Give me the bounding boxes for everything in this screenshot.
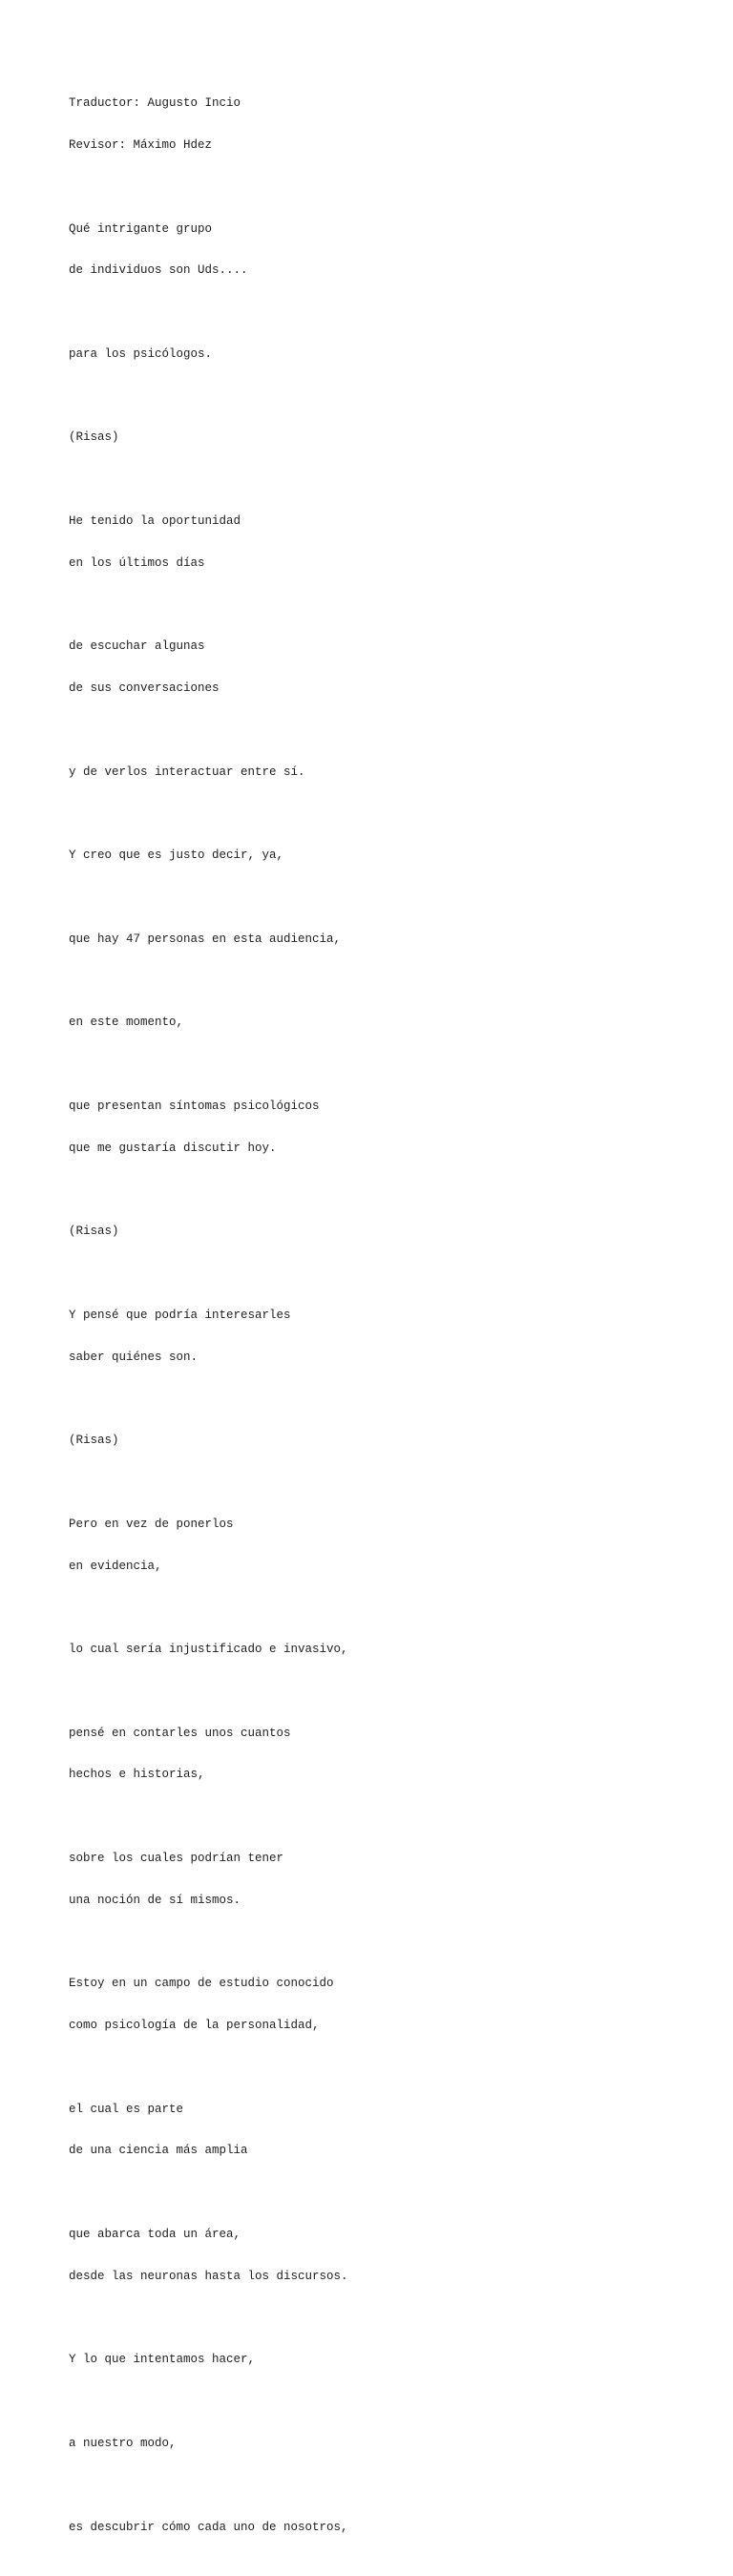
transcript-line: lo cual sería injustificado e invasivo, (69, 1643, 348, 1657)
transcript-line: saber quiénes son. (69, 1350, 199, 1364)
transcript-line: como psicología de la personalidad, (69, 2019, 320, 2033)
transcript-line: de individuos son Uds.... (69, 263, 248, 278)
transcript-paragraph (69, 1406, 680, 1476)
transcript-line: Pero en vez de ponerlos (69, 1517, 234, 1531)
transcript-line: el cual es parte (69, 2102, 184, 2116)
transcript-paragraph (69, 2325, 680, 2395)
transcript-line: hechos e historias, (69, 1768, 205, 1782)
transcript-paragraph (69, 988, 680, 1058)
transcript-paragraph (69, 2200, 680, 2312)
transcript-line: que presentan síntomas psicológicos (69, 1099, 320, 1113)
transcript-paragraph (69, 1197, 680, 1267)
transcript-line: en evidencia, (69, 1559, 162, 1573)
transcript-line: a nuestro modo, (69, 2436, 177, 2450)
transcript-line: y de verlos interactuar entre sí. (69, 764, 305, 779)
transcript-line: (Risas) (69, 1434, 119, 1448)
translator-line: Traductor: Augusto Incio (69, 96, 241, 111)
transcript-line: pensé en contarles unos cuantos (69, 1726, 291, 1740)
transcript-paragraph (69, 320, 680, 389)
transcript-line: Y creo que es justo decir, ya, (69, 848, 284, 863)
transcript-line: Y lo que intentamos hacer, (69, 2353, 256, 2367)
transcript-line: que hay 47 personas en esta audiencia, (69, 932, 342, 946)
transcript-line: que abarca toda un área, (69, 2228, 241, 2242)
transcript-paragraph (69, 1698, 680, 1810)
transcript-paragraph (69, 1281, 680, 1393)
transcript-line: desde las neuronas hasta los discursos. (69, 2269, 348, 2283)
transcript-paragraph (69, 487, 680, 598)
transcript-paragraph (69, 1949, 680, 2061)
transcript-line: de escuchar algunas (69, 639, 205, 654)
transcript-paragraph (69, 194, 680, 305)
transcript-line: sobre los cuales podrían tener (69, 1852, 284, 1865)
transcript-line: es descubrir cómo cada uno de nosotros, (69, 2520, 348, 2534)
transcript-line: He tenido la oportunidad (69, 514, 241, 528)
transcript-paragraph (69, 1490, 680, 1602)
transcript-paragraph (69, 821, 680, 890)
transcript-paragraph (69, 403, 680, 472)
transcript-line: para los psicólogos. (69, 346, 213, 361)
transcript-line: una noción de sí mismos. (69, 1893, 241, 1907)
transcript-line: Y pensé que podría interesarles (69, 1308, 291, 1322)
transcript-line: de sus conversaciones (69, 681, 220, 696)
transcript-page (69, 69, 680, 2576)
transcript-paragraph (69, 2492, 680, 2562)
transcript-line: en los últimos días (69, 555, 205, 570)
transcript-paragraph (69, 612, 680, 723)
transcript-line: de una ciencia más amplia (69, 2144, 248, 2158)
transcript-paragraph (69, 1824, 680, 1936)
credits-paragraph (69, 69, 680, 180)
transcript-line: que me gustaría discutir hoy. (69, 1141, 277, 1155)
transcript-paragraph (69, 1615, 680, 1685)
transcript-paragraph (69, 2075, 680, 2187)
transcript-line: (Risas) (69, 430, 119, 445)
reviewer-line: Revisor: Máximo Hdez (69, 137, 213, 152)
transcript-paragraph (69, 2409, 680, 2479)
transcript-paragraph (69, 905, 680, 974)
transcript-line: Qué intrigante grupo (69, 221, 213, 236)
transcript-line: Estoy en un campo de estudio conocido (69, 1977, 334, 1991)
transcript-line: en este momento, (69, 1016, 184, 1030)
transcript-line: (Risas) (69, 1225, 119, 1239)
transcript-paragraph (69, 1072, 680, 1183)
transcript-paragraph (69, 738, 680, 807)
